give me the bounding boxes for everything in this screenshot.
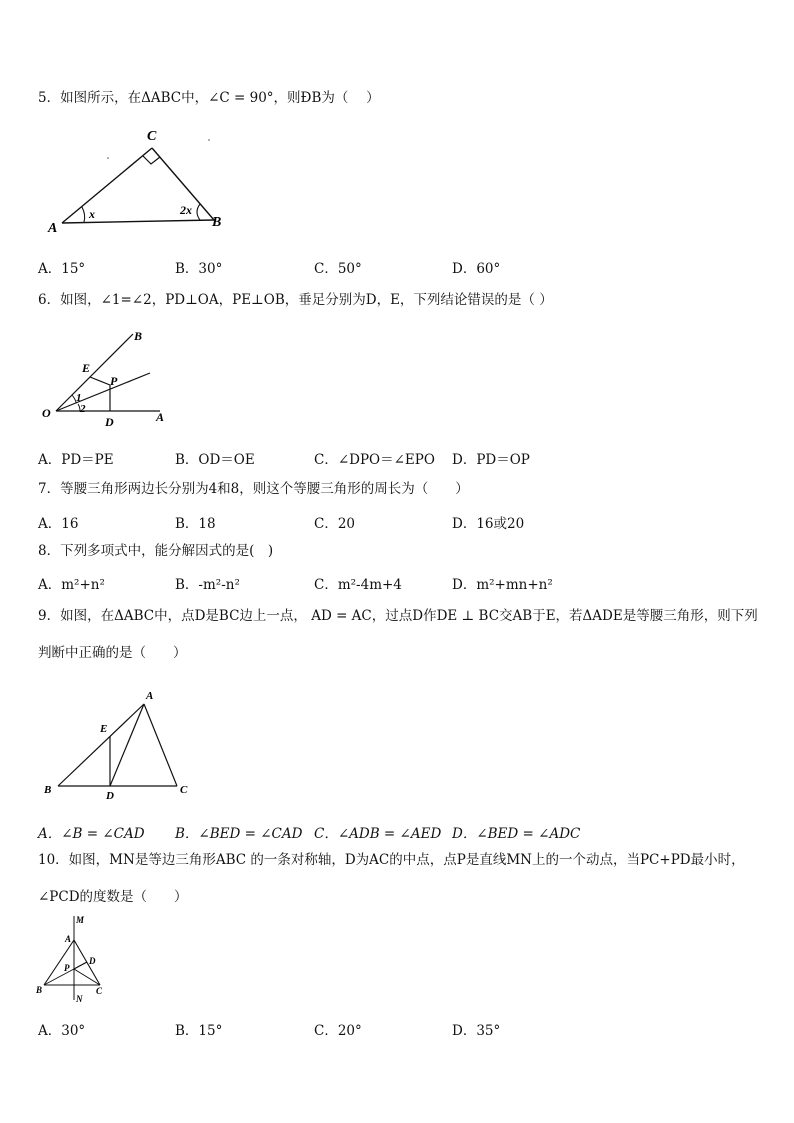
option-c[interactable]: C．∠DPO＝∠EPO (314, 452, 435, 468)
question-10-stem: 10．如图，MN是等边三角形ABC 的一条对称轴，D为AC的中点，点P是直线MN上的一个动点，当PC+PD最小时，∠PCD的度数是（ ） (38, 852, 745, 905)
q6-label-a: A (156, 410, 165, 424)
option-d[interactable]: D．35° (452, 1023, 501, 1039)
question-6-figure (38, 326, 178, 432)
option-a[interactable]: A．PD＝PE (38, 452, 114, 468)
option-a[interactable]: A．∠B = ∠CAD (38, 826, 145, 842)
question-5-figure (44, 120, 224, 238)
option-c[interactable]: C．∠ADB = ∠AED (314, 826, 442, 842)
q10-label-p: P (64, 963, 70, 973)
question-10-figure (34, 912, 114, 1004)
question-9-stem: 9．如图，在ΔABC中，点D是BC边上一点， AD = AC，过点D作DE ⊥ BC交AB于E，若ΔADE是等腰三角形，则下列判断中正确的是（ ） (38, 608, 758, 661)
q6-label-o: O (42, 406, 51, 420)
q6-label-b: B (134, 329, 143, 343)
q10-label-n: N (76, 994, 83, 1004)
option-b[interactable]: B．15° (175, 1023, 223, 1039)
q6-label-d: D (105, 415, 114, 429)
option-a[interactable]: A．15° (38, 261, 86, 277)
q9-label-c: C (180, 784, 188, 796)
q6-label-1: 1 (76, 392, 82, 404)
option-a[interactable]: A．16 (38, 516, 79, 532)
q9-label-d: D (106, 790, 114, 802)
option-d[interactable]: D．∠BED = ∠ADC (452, 826, 581, 842)
q9-label-e: E (100, 723, 108, 735)
option-a[interactable]: A．30° (38, 1023, 86, 1039)
option-c[interactable]: C．20° (314, 1023, 362, 1039)
q9-label-b: B (44, 784, 52, 796)
option-a[interactable]: A．m²+n² (38, 577, 105, 593)
q6-label-p: P (110, 374, 118, 388)
q6-label-e: E (82, 361, 91, 375)
option-b[interactable]: B．30° (175, 261, 223, 277)
option-c[interactable]: C．m²-4m+4 (314, 577, 402, 593)
q10-label-a: A (65, 934, 72, 944)
option-b[interactable]: B．OD＝OE (175, 452, 255, 468)
option-b[interactable]: B．∠BED = ∠CAD (175, 826, 303, 842)
q10-label-c: C (96, 986, 103, 996)
option-b[interactable]: B．-m²-n² (175, 577, 240, 593)
option-c[interactable]: C．20 (314, 516, 356, 532)
q9-label-a: A (146, 690, 154, 702)
option-c[interactable]: C．50° (314, 261, 362, 277)
q10-label-b: B (36, 985, 43, 995)
option-b[interactable]: B．18 (175, 516, 216, 532)
q5-label-a: A (48, 221, 58, 236)
q5-label-c: C (147, 129, 157, 144)
question-5-stem: 5．如图所示，在ΔABC中，∠C = 90°，则ÐB为（ ） (38, 90, 380, 106)
q10-label-d: D (89, 956, 96, 966)
q5-label-b: B (212, 215, 222, 230)
q10-label-m: M (76, 915, 85, 925)
option-d[interactable]: D．16或20 (452, 516, 525, 532)
q5-angle-2x: 2x (180, 203, 192, 217)
option-d[interactable]: D．60° (452, 261, 501, 277)
q5-angle-x: x (89, 207, 95, 221)
question-9-figure (40, 688, 200, 804)
question-7-stem: 7．等腰三角形两边长分别为4和8，则这个等腰三角形的周长为（ ） (38, 481, 469, 497)
option-d[interactable]: D．PD＝OP (452, 452, 530, 468)
option-d[interactable]: D．m²+mn+n² (452, 577, 553, 593)
question-8-stem: 8．下列多项式中，能分解因式的是( ) (38, 543, 274, 559)
q6-label-2: 2 (80, 403, 86, 415)
question-6-stem: 6．如图，∠1=∠2，PD⊥OA，PE⊥OB，垂足分别为D，E，下列结论错误的是（ ） (38, 292, 553, 308)
